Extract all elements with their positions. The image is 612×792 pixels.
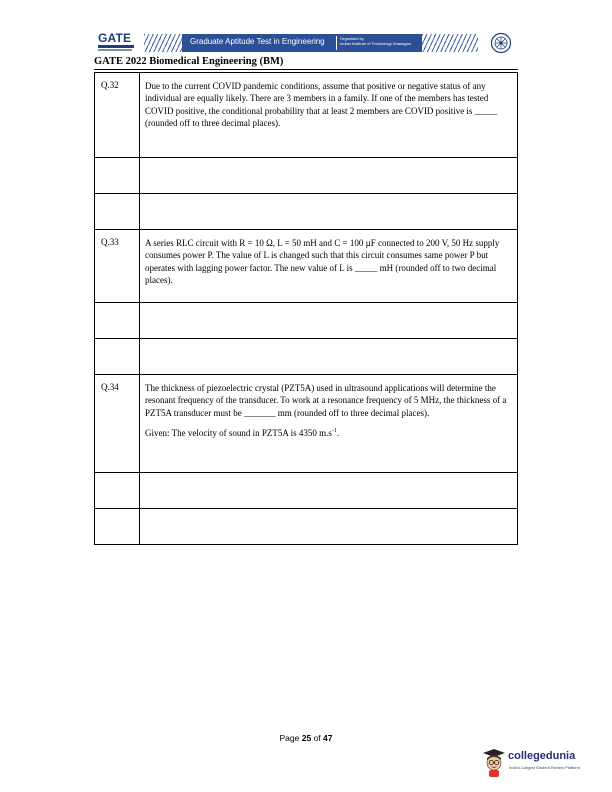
collegedunia-tagline: India's Largest Student Review Platform (509, 765, 581, 770)
total-pages: 47 (323, 733, 333, 743)
questions-table (94, 72, 518, 545)
paper-subject-title: GATE 2022 Biomedical Engineering (BM) (94, 56, 284, 67)
given-statement: Given: The velocity of sound in PZT5A is 4350 $m.s^{-1}$. (145, 427, 340, 438)
page-footer: Page 25 of 47 (279, 733, 333, 743)
answer-row (95, 473, 518, 509)
solution-row (95, 194, 518, 230)
collegedunia-watermark (482, 748, 582, 782)
header-banner (94, 30, 518, 56)
banner-title: Graduate Aptitude Test in Engineering (190, 37, 325, 46)
question-text: Due to the current COVID pandemic conditions, assume that positive or negative status of any individual are equally likely. There are 3 members in a family. If one of the members has tested COVID positive, the conditional probability that at least 2 members are COVID positive is _____ (rounded off to three decimal places). (140, 73, 518, 158)
gate-logo (94, 30, 142, 56)
solution-row (95, 509, 518, 545)
current-page-number: 25 (301, 733, 312, 743)
question-number: Q.33 (95, 230, 140, 303)
iit-kharagpur-emblem-icon (490, 32, 512, 54)
question-number: Q.32 (95, 73, 140, 158)
question-number: Q.34 (95, 375, 140, 473)
solution-row (95, 339, 518, 375)
header-divider (94, 69, 518, 70)
answer-row (95, 158, 518, 194)
question-row (95, 375, 518, 473)
answer-row (95, 303, 518, 339)
gate-logo-text: GATE (98, 31, 132, 45)
question-row (95, 73, 518, 158)
banner-bar (182, 34, 422, 52)
question-row (95, 230, 518, 303)
collegedunia-brand-name: collegedunia (508, 750, 576, 762)
collegedunia-mascot-icon (482, 748, 506, 778)
question-text: The thickness of piezoelectric crystal (PZT5A) used in ultrasound applications will determine the resonant frequency of the transducer. To work at a resonance frequency of 5 MHz, the thickness of a PZT5A transducer must be _______ mm (rounded off to three decimal places). Given: The velocity of sound in PZT5A is 4350 $m.s^{-1}$. (140, 375, 518, 473)
organiser-text: Organised by Indian Institute of Technology Kharagpur (340, 36, 412, 46)
question-text: A series RLC circuit with R = 10 Ω, L = 50 mH and C = 100 µF connected to 200 V, 50 Hz supply consumes power P. The value of L is changed such that this circuit consumes same power P but operates with lagging power factor. The new value of L is _____ mH (rounded off to two decimal places). (140, 230, 518, 303)
